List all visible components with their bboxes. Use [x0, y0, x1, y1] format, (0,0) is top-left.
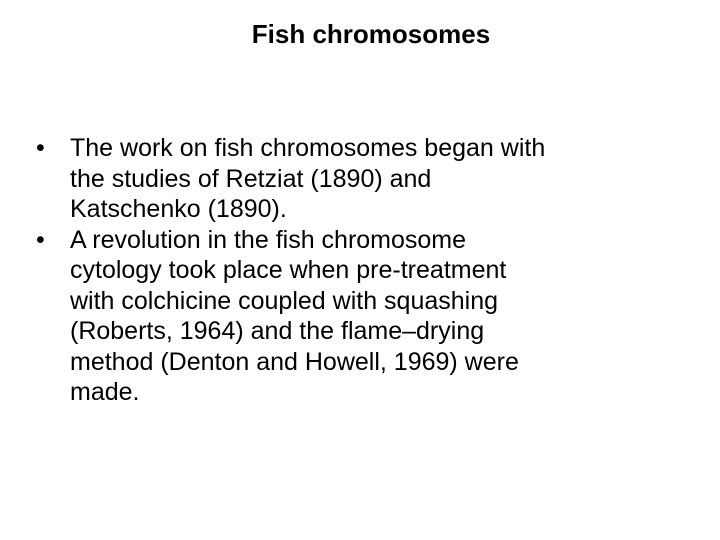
bullet-icon: • — [36, 134, 45, 162]
slide-title: Fish chromosomes — [251, 19, 491, 49]
bullet-text-line: method (Denton and Howell, 1969) were — [70, 347, 519, 376]
bullet-text-line: Katschenko (1890). — [70, 195, 287, 223]
bullet-text-line: The work on fish chromosomes began with — [70, 134, 546, 162]
bullet-text-line: the studies of Retziat (1890) and — [70, 164, 432, 193]
bullet-list — [36, 133, 686, 408]
bullet-text-line: cytology took place when pre-treatment — [70, 256, 507, 284]
bullet-text-line: with colchicine coupled with squashing — [70, 286, 499, 315]
bullet-text-line: (Roberts, 1964) and the flame–drying — [70, 317, 485, 345]
bullet-item — [36, 133, 686, 225]
bullet-item — [36, 225, 686, 408]
bullet-text-line: A revolution in the fish chromosome — [70, 225, 467, 254]
bullet-icon: • — [36, 225, 45, 254]
bullet-text-line: made. — [70, 378, 140, 406]
